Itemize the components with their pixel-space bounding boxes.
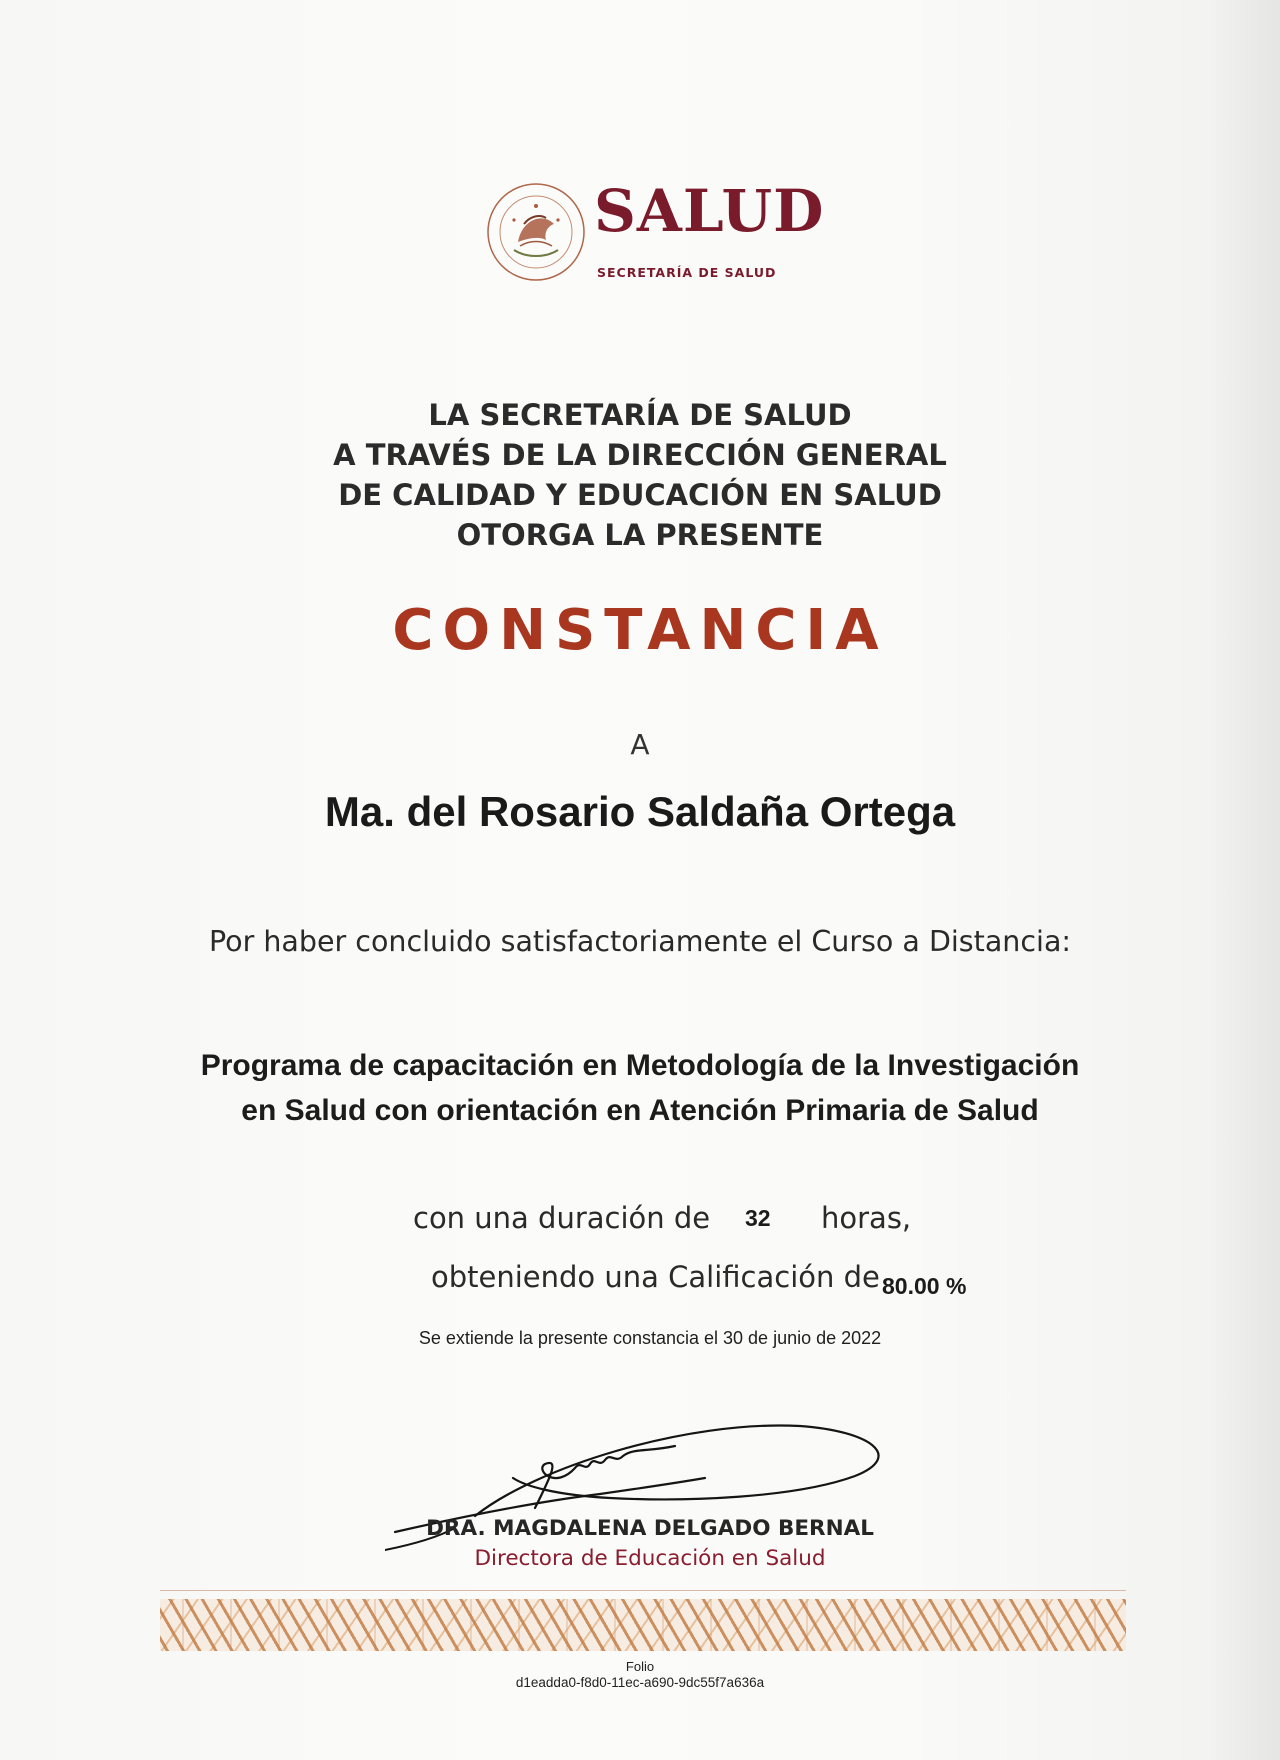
- course-title-line: Programa de capacitación en Metodología de la Investigación: [200, 1049, 1080, 1082]
- signer-name: DRA. MAGDALENA DELGADO BERNAL: [426, 1516, 874, 1541]
- completion-statement: Por haber concluido satisfactoriamente el Curso a Distancia:: [208, 925, 1072, 958]
- duration-label: con una duración de: [413, 1201, 711, 1235]
- issue-date-statement: Se extiende la presente constancia el 30 de junio de 2022: [418, 1328, 882, 1348]
- signer-title: Directora de Educación en Salud: [474, 1546, 826, 1571]
- heading-line: OTORGA LA PRESENTE: [456, 518, 824, 552]
- recipient-preposition: A: [630, 728, 650, 761]
- course-title-line: en Salud con orientación en Atención Primaria de Salud: [241, 1094, 1039, 1127]
- document-title: CONSTANCIA: [392, 598, 888, 663]
- duration-value: 32: [745, 1205, 771, 1231]
- mexican-coat-of-arms-seal-icon: [484, 180, 588, 284]
- heading-line: A TRAVÉS DE LA DIRECCIÓN GENERAL: [333, 438, 947, 472]
- logo-subtitle: SECRETARÍA DE SALUD: [597, 265, 777, 280]
- duration-unit: horas,: [821, 1201, 912, 1235]
- salud-logo: [484, 177, 825, 295]
- folio-label: Folio: [625, 1659, 655, 1674]
- footer-divider: [160, 1590, 1126, 1591]
- grade-value: 80.00 %: [882, 1273, 967, 1299]
- folio-number: d1eadda0-f8d0-11ec-a690-9dc55f7a636a: [515, 1675, 765, 1690]
- grade-label: obteniendo una Calificación de: [431, 1260, 880, 1294]
- issuer-heading: [240, 395, 1040, 555]
- recipient-name: Ma. del Rosario Saldaña Ortega: [324, 788, 956, 835]
- logo-title: SALUD: [594, 177, 825, 245]
- heading-line: LA SECRETARÍA DE SALUD: [428, 398, 852, 432]
- decorative-border-ornament: [160, 1599, 1126, 1651]
- heading-line: DE CALIDAD Y EDUCACIÓN EN SALUD: [338, 478, 942, 512]
- course-title: [160, 1043, 1120, 1133]
